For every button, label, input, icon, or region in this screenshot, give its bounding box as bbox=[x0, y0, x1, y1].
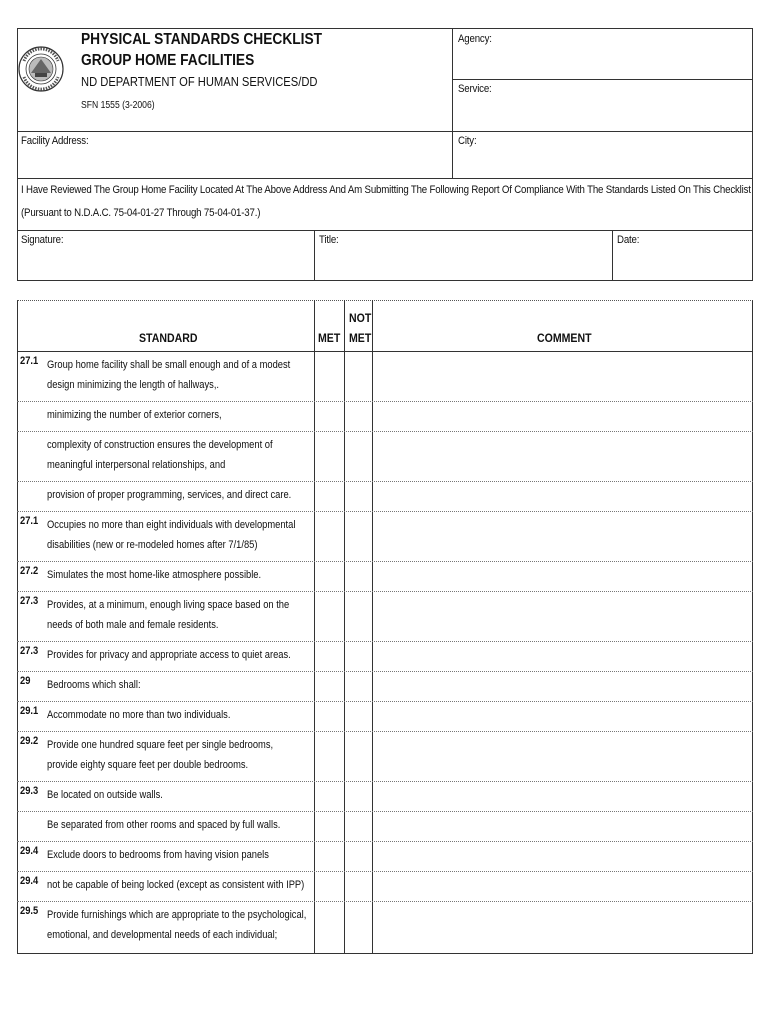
standard-number: 27.3 bbox=[20, 645, 39, 657]
met-checkbox-cell[interactable] bbox=[315, 482, 344, 511]
title-field[interactable] bbox=[315, 231, 611, 280]
title-label: Title: bbox=[319, 234, 339, 246]
met-checkbox-cell[interactable] bbox=[315, 732, 344, 781]
not-met-checkbox-cell[interactable] bbox=[345, 402, 372, 431]
standard-number: 29.2 bbox=[20, 735, 39, 747]
comment-cell[interactable] bbox=[373, 672, 752, 701]
standard-text bbox=[47, 485, 336, 505]
not-met-checkbox-cell[interactable] bbox=[345, 872, 372, 901]
standard-text-line: Be separated from other rooms and spaced by full walls. bbox=[47, 819, 281, 831]
met-header: MET bbox=[318, 331, 341, 345]
standard-header: STANDARD bbox=[139, 331, 198, 345]
not-met-checkbox-cell[interactable] bbox=[345, 482, 372, 511]
table-row bbox=[17, 562, 753, 592]
met-checkbox-cell[interactable] bbox=[315, 432, 344, 481]
standard-text bbox=[47, 405, 336, 425]
comment-cell[interactable] bbox=[373, 562, 752, 591]
standard-text-line: Exclude doors to bedrooms from having vision panels bbox=[47, 849, 269, 861]
standard-number: 29.4 bbox=[20, 875, 39, 887]
standard-text bbox=[47, 515, 336, 555]
table-row bbox=[17, 872, 753, 902]
standard-number: 27.1 bbox=[20, 515, 39, 527]
standard-text-line: minimizing the number of exterior corners, bbox=[47, 409, 222, 421]
comment-cell[interactable] bbox=[373, 732, 752, 781]
not-met-checkbox-cell[interactable] bbox=[345, 432, 372, 481]
standard-text-line: Provide one hundred square feet per single bedrooms, bbox=[47, 739, 274, 751]
standard-text-line: not be capable of being locked (except as consistent with IPP) bbox=[47, 879, 305, 891]
table-row bbox=[17, 352, 753, 402]
standard-text-line: Bedrooms which shall: bbox=[47, 679, 141, 691]
table-row bbox=[17, 672, 753, 702]
met-checkbox-cell[interactable] bbox=[315, 402, 344, 431]
agency-field[interactable] bbox=[453, 29, 752, 78]
met-checkbox-cell[interactable] bbox=[315, 512, 344, 561]
service-field[interactable] bbox=[453, 80, 752, 131]
not-met-checkbox-cell[interactable] bbox=[345, 512, 372, 561]
standard-text-line: provide eighty square feet per double bedrooms. bbox=[47, 759, 249, 771]
department-name: ND DEPARTMENT OF HUMAN SERVICES/DD bbox=[81, 74, 318, 89]
not-met-checkbox-cell[interactable] bbox=[345, 732, 372, 781]
comment-cell[interactable] bbox=[373, 512, 752, 561]
met-checkbox-cell[interactable] bbox=[315, 872, 344, 901]
table-row bbox=[17, 402, 753, 432]
standard-text bbox=[47, 905, 336, 945]
standard-text bbox=[47, 595, 336, 635]
standard-text bbox=[47, 355, 336, 395]
table-row bbox=[17, 642, 753, 672]
standard-text bbox=[47, 565, 336, 585]
comment-header: COMMENT bbox=[537, 331, 592, 345]
standard-text bbox=[47, 645, 336, 665]
not-met-header-line2: MET bbox=[349, 331, 372, 345]
standard-text bbox=[47, 785, 336, 805]
not-met-checkbox-cell[interactable] bbox=[345, 842, 372, 871]
standard-text bbox=[47, 705, 336, 725]
not-met-checkbox-cell[interactable] bbox=[345, 352, 372, 401]
standard-text bbox=[47, 845, 336, 865]
state-seal-logo bbox=[18, 31, 64, 107]
met-checkbox-cell[interactable] bbox=[315, 352, 344, 401]
table-row bbox=[17, 812, 753, 842]
comment-cell[interactable] bbox=[373, 812, 752, 841]
not-met-checkbox-cell[interactable] bbox=[345, 902, 372, 951]
standard-text-line: Provide furnishings which are appropriate to the psychological, bbox=[47, 909, 307, 921]
met-checkbox-cell[interactable] bbox=[315, 842, 344, 871]
table-row bbox=[17, 782, 753, 812]
signature-label: Signature: bbox=[21, 234, 64, 246]
comment-cell[interactable] bbox=[373, 432, 752, 481]
table-row bbox=[17, 902, 753, 952]
met-checkbox-cell[interactable] bbox=[315, 812, 344, 841]
not-met-checkbox-cell[interactable] bbox=[345, 812, 372, 841]
standard-text-line: Group home facility shall be small enough and of a modest bbox=[47, 359, 291, 371]
table-row bbox=[17, 732, 753, 782]
standard-text-line: disabilities (new or re-modeled homes after 7/1/85) bbox=[47, 539, 258, 551]
standard-text bbox=[47, 815, 336, 835]
comment-cell[interactable] bbox=[373, 902, 752, 951]
standard-text-line: Simulates the most home-like atmosphere possible. bbox=[47, 569, 262, 581]
comment-cell[interactable] bbox=[373, 402, 752, 431]
form-title-line2: GROUP HOME FACILITIES bbox=[81, 52, 255, 69]
table-row bbox=[17, 432, 753, 482]
comment-cell[interactable] bbox=[373, 642, 752, 671]
standard-number: 29.4 bbox=[20, 845, 39, 857]
service-label: Service: bbox=[458, 83, 492, 95]
standard-number: 29.1 bbox=[20, 705, 39, 717]
statement-line1: I Have Reviewed The Group Home Facility Located At The Above Address And Am Submitting The Following Report Of Compliance With The Standards Listed On This Checklist bbox=[21, 184, 751, 196]
date-label: Date: bbox=[617, 234, 640, 246]
met-checkbox-cell[interactable] bbox=[315, 642, 344, 671]
standard-number: 29 bbox=[20, 675, 31, 687]
met-checkbox-cell[interactable] bbox=[315, 902, 344, 951]
standard-text-line: Be located on outside walls. bbox=[47, 789, 163, 801]
comment-cell[interactable] bbox=[373, 872, 752, 901]
comment-cell[interactable] bbox=[373, 782, 752, 811]
standard-text-line: needs of both male and female residents. bbox=[47, 619, 219, 631]
met-checkbox-cell[interactable] bbox=[315, 782, 344, 811]
standard-text-line: meaningful interpersonal relationships, and bbox=[47, 459, 226, 471]
comment-cell[interactable] bbox=[373, 482, 752, 511]
comment-cell[interactable] bbox=[373, 842, 752, 871]
comment-cell[interactable] bbox=[373, 702, 752, 731]
standard-text bbox=[47, 435, 336, 475]
standard-text-line: complexity of construction ensures the development of bbox=[47, 439, 273, 451]
table-row bbox=[17, 702, 753, 732]
facility-address-label: Facility Address: bbox=[21, 135, 89, 147]
standard-text-line: Accommodate no more than two individuals. bbox=[47, 709, 231, 721]
city-label: City: bbox=[458, 135, 477, 147]
comment-cell[interactable] bbox=[373, 352, 752, 401]
standard-text-line: provision of proper programming, services, and direct care. bbox=[47, 489, 292, 501]
not-met-checkbox-cell[interactable] bbox=[345, 642, 372, 671]
table-row bbox=[17, 842, 753, 872]
met-checkbox-cell[interactable] bbox=[315, 562, 344, 591]
statement-line2: (Pursuant to N.D.A.C. 75-04-01-27 Through 75-04-01-37.) bbox=[21, 207, 261, 219]
table-row bbox=[17, 592, 753, 642]
agency-label: Agency: bbox=[458, 33, 492, 45]
met-checkbox-cell[interactable] bbox=[315, 702, 344, 731]
table-row bbox=[17, 512, 753, 562]
table-row bbox=[17, 482, 753, 512]
not-met-checkbox-cell[interactable] bbox=[345, 782, 372, 811]
not-met-checkbox-cell[interactable] bbox=[345, 592, 372, 641]
standard-text-line: emotional, and developmental needs of each individual; bbox=[47, 929, 278, 941]
not-met-checkbox-cell[interactable] bbox=[345, 702, 372, 731]
comment-cell[interactable] bbox=[373, 592, 752, 641]
standard-text-line: Provides, at a minimum, enough living space based on the bbox=[47, 599, 290, 611]
standard-text-line: Provides for privacy and appropriate access to quiet areas. bbox=[47, 649, 291, 661]
not-met-checkbox-cell[interactable] bbox=[345, 562, 372, 591]
standard-number: 27.3 bbox=[20, 595, 39, 607]
city-field[interactable] bbox=[453, 132, 752, 178]
met-checkbox-cell[interactable] bbox=[315, 672, 344, 701]
standard-text bbox=[47, 675, 336, 695]
standard-text bbox=[47, 875, 336, 895]
standard-text bbox=[47, 735, 336, 775]
standard-number: 27.1 bbox=[20, 355, 39, 367]
standard-number: 29.3 bbox=[20, 785, 39, 797]
not-met-header-line1: NOT bbox=[349, 311, 372, 325]
not-met-checkbox-cell[interactable] bbox=[345, 672, 372, 701]
met-checkbox-cell[interactable] bbox=[315, 592, 344, 641]
standard-number: 29.5 bbox=[20, 905, 39, 917]
standard-text-line: design minimizing the length of hallways,. bbox=[47, 379, 220, 391]
standard-number: 27.2 bbox=[20, 565, 39, 577]
form-number: SFN 1555 (3-2006) bbox=[81, 100, 155, 111]
form-title-line1: PHYSICAL STANDARDS CHECKLIST bbox=[81, 31, 323, 48]
standard-text-line: Occupies no more than eight individuals with developmental bbox=[47, 519, 296, 531]
